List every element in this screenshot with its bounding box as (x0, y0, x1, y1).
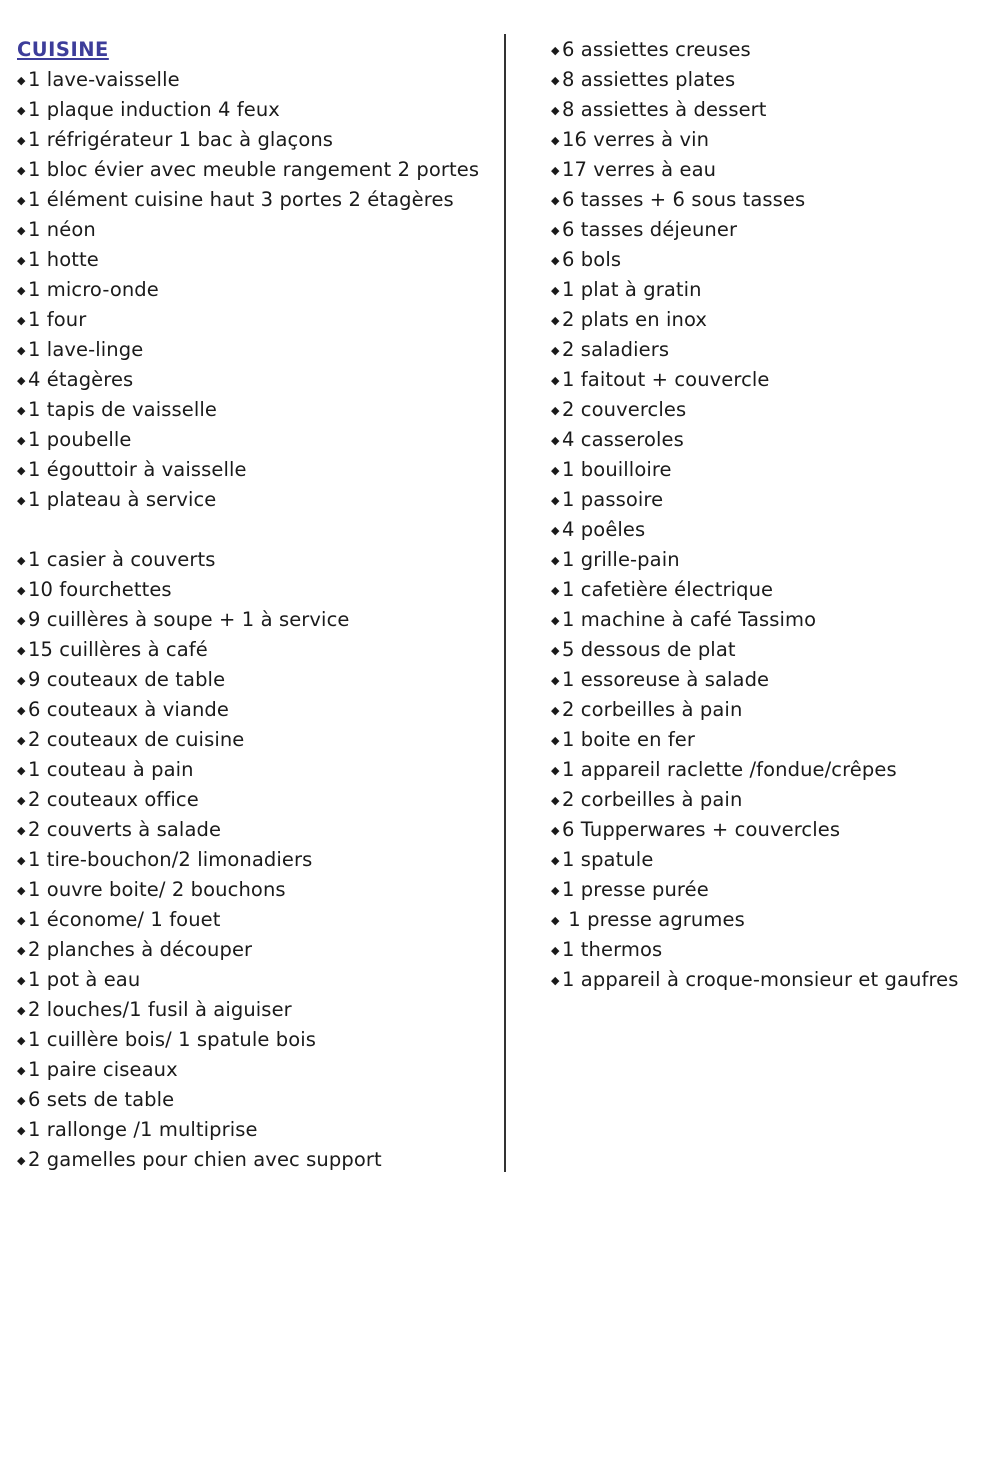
diamond-bullet-icon: ◆ (551, 944, 560, 957)
list-item (551, 215, 991, 245)
diamond-bullet-icon: ◆ (551, 824, 560, 837)
diamond-bullet-icon: ◆ (17, 104, 26, 117)
list-item (17, 755, 497, 785)
diamond-bullet-icon: ◆ (551, 464, 560, 477)
list-item-text: 16 verres à vin (562, 128, 710, 151)
list-item-text: 2 louches/1 fusil à aiguiser (28, 998, 292, 1021)
list-item-text: 1 spatule (562, 848, 654, 871)
list-item-text: 2 corbeilles à pain (562, 788, 743, 811)
list-item-text: 4 poêles (562, 518, 646, 541)
diamond-bullet-icon: ◆ (17, 494, 26, 507)
diamond-bullet-icon: ◆ (17, 554, 26, 567)
diamond-bullet-icon: ◆ (551, 734, 560, 747)
list-item (551, 665, 991, 695)
list-item-text: 2 planches à découper (28, 938, 253, 961)
list-item-text: 2 couvercles (562, 398, 687, 421)
diamond-bullet-icon: ◆ (17, 1064, 26, 1077)
diamond-bullet-icon: ◆ (17, 434, 26, 447)
diamond-bullet-icon: ◆ (551, 854, 560, 867)
diamond-bullet-icon: ◆ (17, 914, 26, 927)
list-item-text: 1 boite en fer (562, 728, 696, 751)
list-item-text: 17 verres à eau (562, 158, 717, 181)
list-item (17, 605, 497, 635)
list-item (17, 905, 497, 935)
list-item-text: 6 bols (562, 248, 622, 271)
list-item (17, 65, 497, 95)
diamond-bullet-icon: ◆ (17, 974, 26, 987)
list-item-text: 1 plaque induction 4 feux (28, 98, 280, 121)
list-item (17, 335, 497, 365)
list-item (551, 575, 991, 605)
list-item-text: 1 essoreuse à salade (562, 668, 770, 691)
list-item (551, 65, 991, 95)
list-item-text: 1 économe/ 1 fouet (28, 908, 221, 931)
diamond-bullet-icon: ◆ (551, 914, 560, 927)
list-item (17, 845, 497, 875)
list-item-text: 1 presse agrumes (562, 908, 745, 931)
list-item (17, 1115, 497, 1145)
list-item (551, 635, 991, 665)
diamond-bullet-icon: ◆ (551, 974, 560, 987)
list-item (17, 785, 497, 815)
list-item-text: 1 rallonge /1 multiprise (28, 1118, 258, 1141)
diamond-bullet-icon: ◆ (17, 734, 26, 747)
list-item (17, 935, 497, 965)
list-item-text: 1 appareil à croque-monsieur et gaufres (562, 968, 959, 991)
list-item-text: 2 gamelles pour chien avec support (28, 1148, 382, 1171)
list-item (551, 155, 991, 185)
diamond-bullet-icon: ◆ (17, 224, 26, 237)
list-item (551, 455, 991, 485)
diamond-bullet-icon: ◆ (17, 344, 26, 357)
list-item-text: 1 élément cuisine haut 3 portes 2 étagères (28, 188, 454, 211)
diamond-bullet-icon: ◆ (17, 614, 26, 627)
list-item (17, 215, 497, 245)
list-item-text: 2 couteaux de cuisine (28, 728, 245, 751)
list-item (551, 515, 991, 545)
list-item (551, 845, 991, 875)
left-column (17, 35, 497, 1175)
list-item-text: 1 tire-bouchon/2 limonadiers (28, 848, 313, 871)
list-item (17, 155, 497, 185)
diamond-bullet-icon: ◆ (17, 824, 26, 837)
list-item (17, 575, 497, 605)
diamond-bullet-icon: ◆ (17, 1034, 26, 1047)
list-item-text: 1 cuillère bois/ 1 spatule bois (28, 1028, 317, 1051)
diamond-bullet-icon: ◆ (17, 254, 26, 267)
list-item-text: 15 cuillères à café (28, 638, 208, 661)
diamond-bullet-icon: ◆ (17, 1154, 26, 1167)
list-item (551, 905, 991, 935)
diamond-bullet-icon: ◆ (17, 644, 26, 657)
list-item (551, 365, 991, 395)
diamond-bullet-icon: ◆ (17, 884, 26, 897)
diamond-bullet-icon: ◆ (551, 344, 560, 357)
list-item-text: 1 couteau à pain (28, 758, 194, 781)
list-item (17, 995, 497, 1025)
list-item (17, 635, 497, 665)
diamond-bullet-icon: ◆ (17, 194, 26, 207)
list-item (17, 1145, 497, 1175)
list-item-text: 1 ouvre boite/ 2 bouchons (28, 878, 286, 901)
list-item (17, 275, 497, 305)
diamond-bullet-icon: ◆ (551, 494, 560, 507)
list-item (551, 875, 991, 905)
list-item (551, 125, 991, 155)
list-item (17, 545, 497, 575)
list-item (17, 965, 497, 995)
list-item-text: 1 appareil raclette /fondue/crêpes (562, 758, 897, 781)
list-item (17, 185, 497, 215)
column-divider (504, 34, 506, 1172)
list-item (17, 665, 497, 695)
diamond-bullet-icon: ◆ (17, 134, 26, 147)
list-item-text: 1 thermos (562, 938, 663, 961)
diamond-bullet-icon: ◆ (551, 404, 560, 417)
list-item (551, 395, 991, 425)
list-item-text: 1 pot à eau (28, 968, 141, 991)
list-item-text: 1 casier à couverts (28, 548, 216, 571)
list-item (551, 275, 991, 305)
diamond-bullet-icon: ◆ (551, 104, 560, 117)
diamond-bullet-icon: ◆ (551, 44, 560, 57)
list-item (17, 485, 497, 515)
list-item (551, 485, 991, 515)
list-item-text: 1 tapis de vaisselle (28, 398, 217, 421)
list-item-text: 1 lave-vaisselle (28, 68, 180, 91)
diamond-bullet-icon: ◆ (17, 1004, 26, 1017)
list-item (17, 365, 497, 395)
left-list-group-a (17, 65, 497, 515)
diamond-bullet-icon: ◆ (551, 134, 560, 147)
diamond-bullet-icon: ◆ (551, 644, 560, 657)
list-item (17, 1025, 497, 1055)
list-item-text: 4 casseroles (562, 428, 684, 451)
list-item-text: 1 plat à gratin (562, 278, 702, 301)
list-item (551, 35, 991, 65)
list-item (551, 305, 991, 335)
list-item (17, 395, 497, 425)
list-item-text: 9 cuillères à soupe + 1 à service (28, 608, 350, 631)
list-item (17, 1055, 497, 1085)
list-item (551, 785, 991, 815)
list-item-text: 1 poubelle (28, 428, 132, 451)
list-item-text: 1 grille-pain (562, 548, 680, 571)
list-item-text: 1 cafetière électrique (562, 578, 774, 601)
list-item-text: 6 assiettes creuses (562, 38, 751, 61)
diamond-bullet-icon: ◆ (551, 194, 560, 207)
list-item-text: 6 sets de table (28, 1088, 175, 1111)
list-item-text: 2 plats en inox (562, 308, 708, 331)
list-item-text: 6 tasses + 6 sous tasses (562, 188, 806, 211)
diamond-bullet-icon: ◆ (17, 374, 26, 387)
list-item-text: 1 bloc évier avec meuble rangement 2 portes (28, 158, 480, 181)
diamond-bullet-icon: ◆ (17, 1094, 26, 1107)
list-item-text: 6 couteaux à viande (28, 698, 229, 721)
list-item (17, 305, 497, 335)
list-item (551, 335, 991, 365)
list-item-text: 2 couteaux office (28, 788, 199, 811)
list-item (551, 725, 991, 755)
diamond-bullet-icon: ◆ (551, 434, 560, 447)
diamond-bullet-icon: ◆ (551, 284, 560, 297)
diamond-bullet-icon: ◆ (17, 464, 26, 477)
list-item (551, 965, 991, 995)
diamond-bullet-icon: ◆ (17, 794, 26, 807)
list-item-text: 1 lave-linge (28, 338, 144, 361)
list-item-text: 1 four (28, 308, 87, 331)
diamond-bullet-icon: ◆ (551, 254, 560, 267)
diamond-bullet-icon: ◆ (551, 554, 560, 567)
diamond-bullet-icon: ◆ (17, 764, 26, 777)
list-item-text: 8 assiettes plates (562, 68, 736, 91)
list-item-text: 1 micro-onde (28, 278, 159, 301)
diamond-bullet-icon: ◆ (551, 524, 560, 537)
diamond-bullet-icon: ◆ (17, 74, 26, 87)
list-item-text: 9 couteaux de table (28, 668, 226, 691)
list-item-text: 1 paire ciseaux (28, 1058, 178, 1081)
diamond-bullet-icon: ◆ (551, 884, 560, 897)
list-item-text: 1 hotte (28, 248, 99, 271)
diamond-bullet-icon: ◆ (551, 224, 560, 237)
list-item (17, 95, 497, 125)
list-item-text: 4 étagères (28, 368, 134, 391)
list-item (551, 815, 991, 845)
right-list (551, 35, 991, 995)
diamond-bullet-icon: ◆ (17, 284, 26, 297)
list-item (551, 755, 991, 785)
list-item (17, 1085, 497, 1115)
diamond-bullet-icon: ◆ (17, 1124, 26, 1137)
list-item (17, 695, 497, 725)
list-item-text: 1 passoire (562, 488, 664, 511)
list-item-text: 1 machine à café Tassimo (562, 608, 817, 631)
list-item-text: 1 néon (28, 218, 96, 241)
diamond-bullet-icon: ◆ (17, 164, 26, 177)
list-item (551, 95, 991, 125)
left-list-group-b (17, 545, 497, 1175)
list-gap (17, 515, 497, 545)
list-item-text: 8 assiettes à dessert (562, 98, 767, 121)
list-item-text: 10 fourchettes (28, 578, 172, 601)
list-item (17, 425, 497, 455)
list-item-text: 1 égouttoir à vaisselle (28, 458, 247, 481)
list-item (551, 185, 991, 215)
diamond-bullet-icon: ◆ (551, 164, 560, 177)
diamond-bullet-icon: ◆ (17, 854, 26, 867)
diamond-bullet-icon: ◆ (17, 584, 26, 597)
list-item-text: 6 tasses déjeuner (562, 218, 738, 241)
list-item (551, 605, 991, 635)
list-item-text: 1 bouilloire (562, 458, 672, 481)
list-item (17, 875, 497, 905)
list-item-text: 1 faitout + couvercle (562, 368, 770, 391)
diamond-bullet-icon: ◆ (551, 374, 560, 387)
list-item (551, 425, 991, 455)
right-column (551, 35, 991, 995)
diamond-bullet-icon: ◆ (551, 74, 560, 87)
diamond-bullet-icon: ◆ (17, 404, 26, 417)
diamond-bullet-icon: ◆ (551, 794, 560, 807)
list-item-text: 1 réfrigérateur 1 bac à glaçons (28, 128, 334, 151)
list-item (551, 245, 991, 275)
list-item-text: 1 presse purée (562, 878, 709, 901)
list-item (17, 125, 497, 155)
list-item (551, 695, 991, 725)
list-item-text: 1 plateau à service (28, 488, 217, 511)
diamond-bullet-icon: ◆ (17, 944, 26, 957)
diamond-bullet-icon: ◆ (551, 764, 560, 777)
diamond-bullet-icon: ◆ (551, 614, 560, 627)
list-item-text: 2 saladiers (562, 338, 670, 361)
list-item (17, 725, 497, 755)
list-item (551, 545, 991, 575)
list-item-text: 6 Tupperwares + couvercles (562, 818, 841, 841)
list-item-text: 5 dessous de plat (562, 638, 736, 661)
diamond-bullet-icon: ◆ (17, 314, 26, 327)
list-item (17, 455, 497, 485)
diamond-bullet-icon: ◆ (17, 674, 26, 687)
diamond-bullet-icon: ◆ (551, 674, 560, 687)
diamond-bullet-icon: ◆ (551, 584, 560, 597)
list-item-text: 2 corbeilles à pain (562, 698, 743, 721)
diamond-bullet-icon: ◆ (551, 314, 560, 327)
list-item (17, 815, 497, 845)
diamond-bullet-icon: ◆ (17, 704, 26, 717)
section-heading: CUISINE (17, 38, 109, 61)
diamond-bullet-icon: ◆ (551, 704, 560, 717)
list-item-text: 2 couverts à salade (28, 818, 222, 841)
list-item (17, 245, 497, 275)
list-item (551, 935, 991, 965)
